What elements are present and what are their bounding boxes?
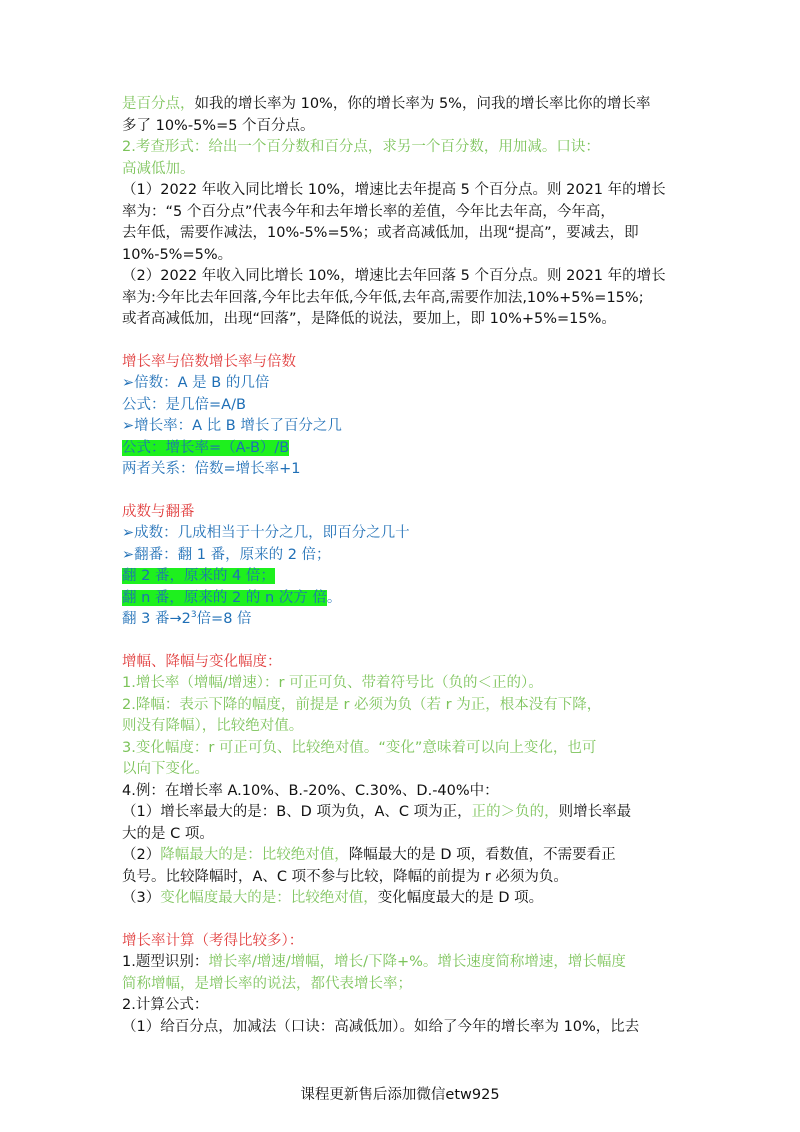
page-footer: 课程更新售后添加微信etw925 [300, 1087, 500, 1103]
amplitude-answer-1: （1）增长率最大的是：B、D 项为负，A、C 项为正，正的＞负的，则增长率最 [122, 804, 632, 820]
intro-line-4: 高减低加。 [122, 160, 195, 177]
section-title-calc: 增长率计算（考得比较多）： [122, 932, 304, 949]
double-item-highlighted: 翻 n 番，原来的 2 的 n 次方 倍。 [122, 589, 342, 606]
double-item: ➢成数：几成相当于十分之几，即百分之几十 [122, 525, 410, 541]
example-1-line: 去年低，需要作减法，10%-5%=5%；或者高减低加，出现“提高”，要减去，即 [122, 225, 639, 241]
calc-line-2: 2.计算公式： [122, 997, 209, 1013]
example-1-line: 率为：“5 个百分点”代表今年和去年增长率的差值，今年比去年高，今年高， [122, 203, 615, 220]
double-item: 翻 3 番$\to 2^3$倍=8 倍 [122, 610, 252, 627]
amplitude-answer-1b: 大的是 C 项。 [122, 825, 214, 842]
multiple-item: 公式：是几倍=A/B [122, 396, 246, 413]
section-title-double: 成数与翻番 [122, 503, 195, 520]
multiple-item-highlighted: 公式：增长率=（A-B）/B [122, 439, 290, 456]
amplitude-example-head: 4.例：在增长率 A.10%、B.-20%、C.30%、D.-40%中： [122, 782, 499, 799]
calc-line-1: 1.题型识别：增长率/增速/增幅，增长/下降+%。增长速度简称增速，增长幅度 [122, 954, 626, 970]
multiple-item: 两者关系：倍数=增长率+1 [122, 461, 301, 477]
intro-line-1: 是百分点，如我的增长率为 10%，你的增长率为 5%，问我的增长率比你的增长率 [122, 96, 651, 112]
example-2-line: 率为:今年比去年回落,今年比去年低,今年低,去年高,需要作加法,10%+5%=15%; [122, 289, 644, 306]
multiple-item: ➢增长率：A 比 B 增长了百分之几 [122, 418, 342, 434]
section-title-multiple: 增长率与倍数增长率与倍数 [122, 353, 296, 370]
amplitude-answer-3: （3）变化幅度最大的是：比较绝对值，变化幅度最大的是 D 项。 [122, 890, 544, 906]
calc-line-3: （1）给百分点，加减法（口诀：高减低加）。如给了今年的增长率为 10%，比去 [122, 1018, 640, 1035]
example-2-line: 或者高减低加，出现“回落”，是降低的说法，要加上，即 10%+5%=15%。 [122, 311, 616, 327]
section-title-amplitude: 增幅、降幅与变化幅度： [122, 653, 282, 670]
double-item: ➢翻番：翻 1 番，原来的 2 倍； [122, 546, 331, 563]
amplitude-answer-2: （2）降幅最大的是：比较绝对值，降幅最大的是 D 项，看数值，不需要看正 [122, 847, 616, 863]
double-item-highlighted: 翻 2 番，原来的 4 倍； [122, 568, 275, 584]
amplitude-line: 则没有降幅），比较绝对值。 [122, 718, 304, 734]
example-1-line: （1）2022 年收入同比增长 10%，增速比去年提高 5 个百分点。则 2021 年的增长 [122, 182, 666, 198]
example-2-line: （2）2022 年收入同比增长 10%，增速比去年回落 5 个百分点。则 2021 年的增长 [122, 268, 666, 284]
document-body [122, 94, 684, 1038]
intro-line-3: 2.考查形式：给出一个百分数和百分点，求另一个百分数，用加减。口诀： [122, 139, 600, 155]
intro-line-2: 多了 10%-5%=5 个百分点。 [122, 117, 315, 134]
amplitude-answer-2b: 负号。比较降幅时，A、C 项不参与比较，降幅的前提为 r 必须为负。 [122, 868, 568, 885]
amplitude-line: 2.降幅：表示下降的幅度，前提是 r 必须为负（若 r 为正，根本没有下降， [122, 696, 602, 713]
calc-line-1b: 简称增幅，是增长率的说法，都代表增长率； [122, 975, 412, 992]
amplitude-line: 以向下变化。 [122, 761, 209, 777]
multiple-item: ➢倍数：A 是 B 的几倍 [122, 375, 270, 391]
example-1-line: 10%-5%=5%。 [122, 246, 233, 263]
amplitude-line: 3.变化幅度：r 可正可负、比较绝对值。“变化”意味着可以向上变化，也可 [122, 739, 597, 756]
amplitude-line: 1.增长率（增幅/增速）：r 可正可负、带着符号比（负的＜正的）。 [122, 675, 543, 691]
